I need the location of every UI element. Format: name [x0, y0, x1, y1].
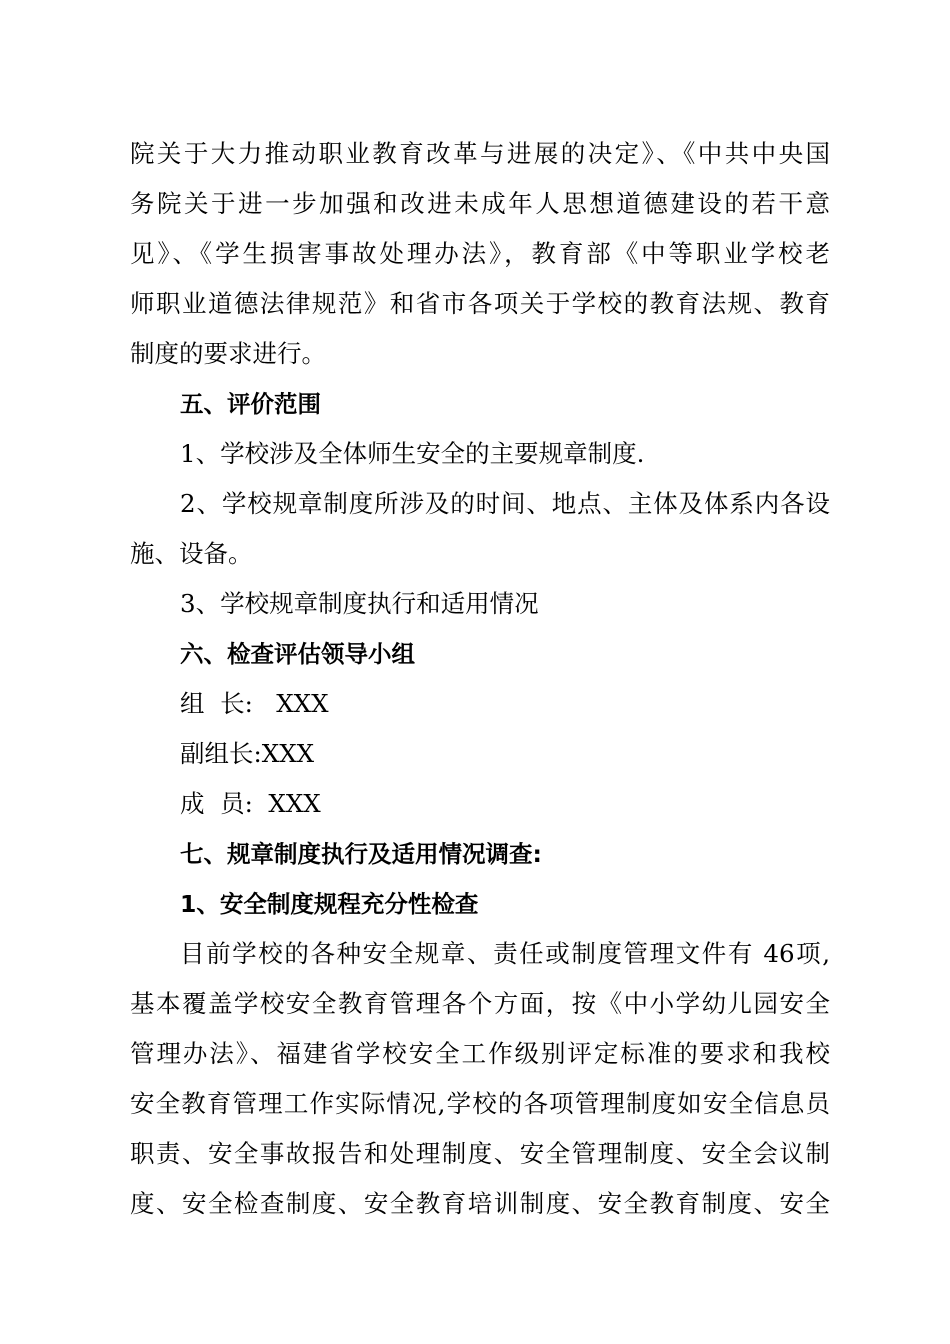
- section-heading: 七、规章制度执行及适用情况调查:: [180, 840, 542, 868]
- subsection-heading: 1、安全制度规程充分性检查: [180, 890, 479, 918]
- text-line: 度、安全检查制度、安全教育培训制度、安全教育制度、安全: [130, 1189, 830, 1218]
- text-line: 务院关于进一步加强和改进未成年人思想道德建设的若干意: [130, 189, 830, 218]
- group-leader: 组 长: XXX: [180, 689, 329, 718]
- text-line: 职责、安全事故报告和处理制度、安全管理制度、安全会议制: [130, 1139, 830, 1168]
- text-line: 基本覆盖学校安全教育管理各个方面，按《中小学幼儿园安全: [130, 989, 830, 1018]
- section-heading: 五、评价范围: [180, 390, 321, 418]
- text-line: 目前学校的各种安全规章、责任或制度管理文件有 46项,: [180, 939, 830, 968]
- list-item: 2、学校规章制度所涉及的时间、地点、主体及体系内各设: [180, 489, 830, 518]
- list-item: 3、学校规章制度执行和适用情况: [180, 589, 539, 618]
- text-line: 师职业道德法律规范》和省市各项关于学校的教育法规、教育: [130, 289, 830, 318]
- group-members: 成 员: XXX: [180, 789, 321, 818]
- text-line: 院关于大力推动职业教育改革与进展的决定》、《中共中央国: [130, 139, 830, 168]
- list-item: 1、学校涉及全体师生安全的主要规章制度.: [180, 439, 645, 468]
- text-line: 制度的要求进行。: [130, 339, 326, 368]
- deputy-group-leader: 副组长:XXX: [180, 739, 315, 768]
- text-line: 管理办法》、福建省学校安全工作级别评定标准的要求和我校: [130, 1039, 830, 1068]
- section-heading: 六、检查评估领导小组: [180, 640, 415, 668]
- text-line: 见》、《学生损害事故处理办法》，教育部《中等职业学校老: [130, 239, 830, 268]
- text-line: 安全教育管理工作实际情况,学校的各项管理制度如安全信息员: [130, 1089, 830, 1118]
- text-line: 施、设备。: [130, 539, 253, 568]
